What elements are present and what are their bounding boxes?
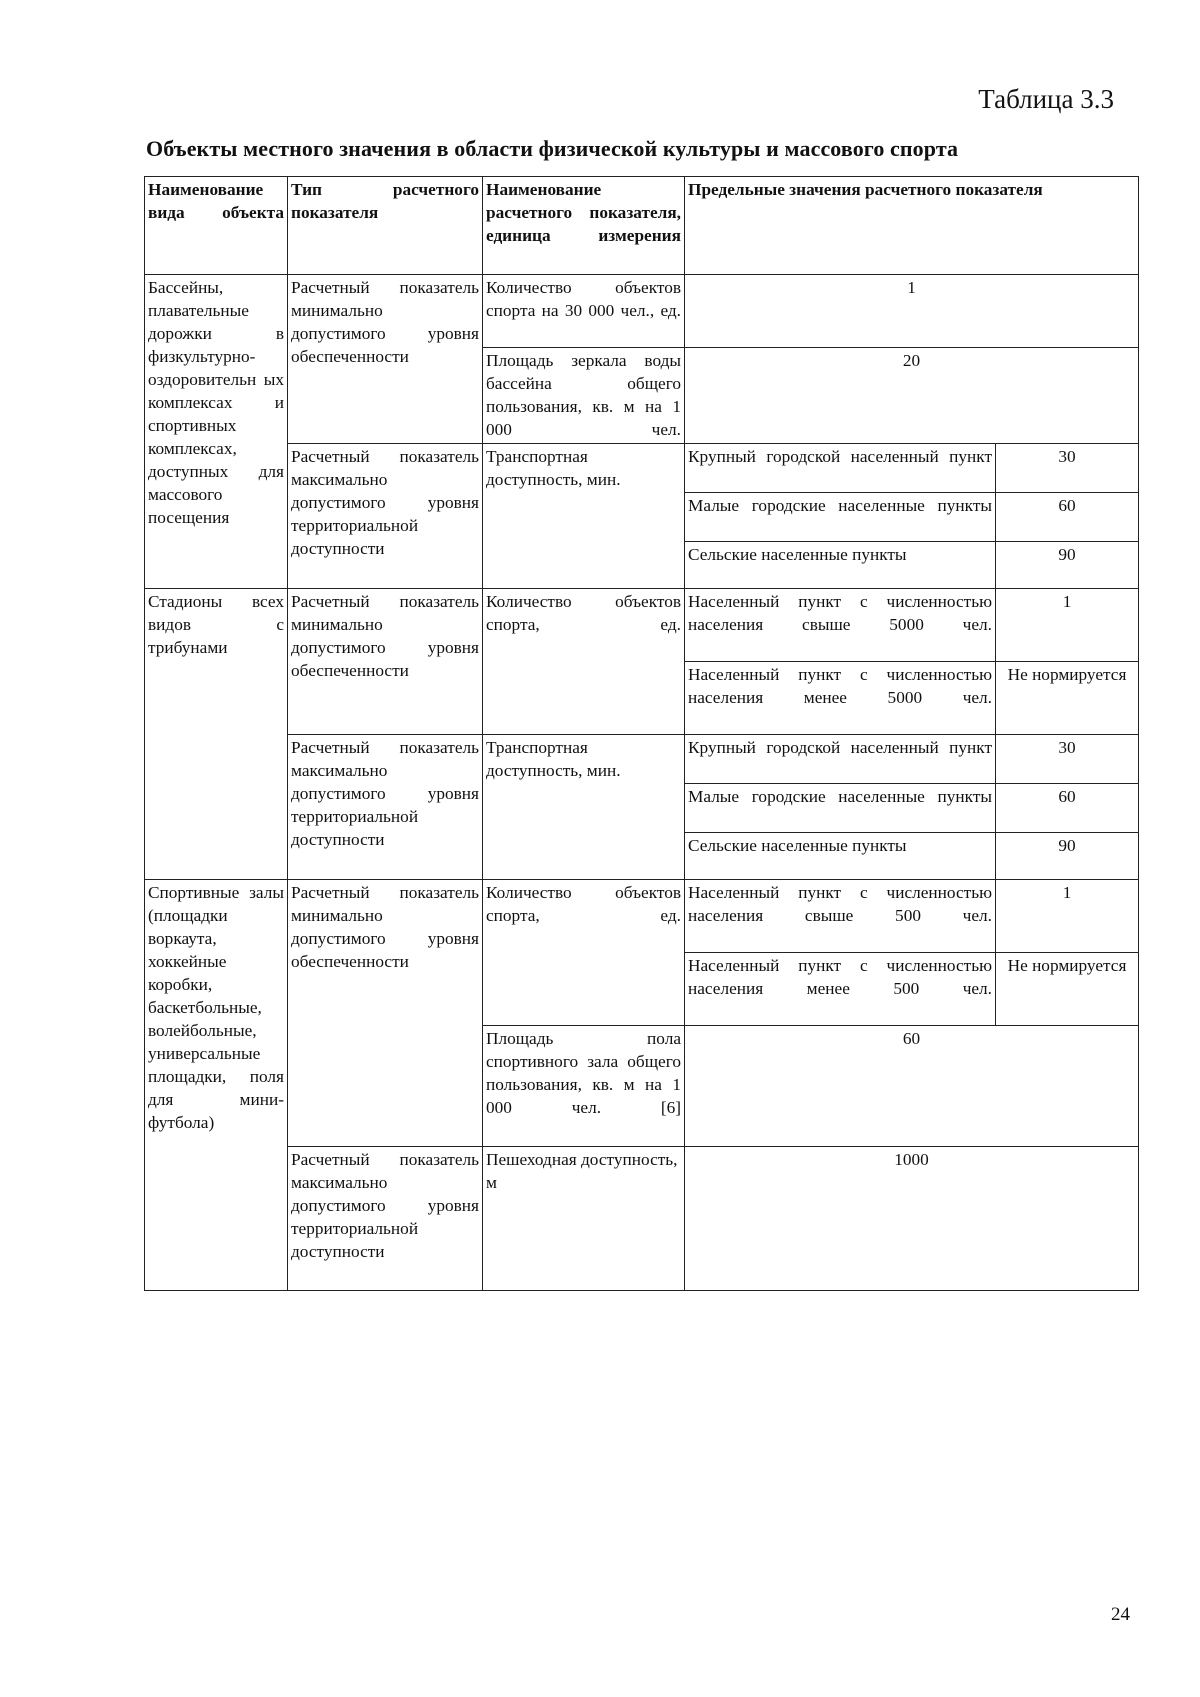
halls-walk-value-cell: 1000 bbox=[685, 1147, 1139, 1291]
stadiums-count-value-2: Не нормируется bbox=[996, 662, 1139, 735]
halls-max-type-cell: Расчетный показатель максимально допустимого уровня территориальной доступности bbox=[288, 1147, 483, 1291]
halls-count-name-cell: Количество объектов спорта, ед. bbox=[483, 880, 685, 1026]
stadiums-transport-locality-2: Малые городские населенные пункты bbox=[685, 784, 996, 833]
pools-area-name-cell: Площадь зеркала воды бассейна общего пользования, кв. м на 1 000 чел. bbox=[483, 348, 685, 444]
stadiums-transport-value-1: 30 bbox=[996, 735, 1139, 784]
page-number: 24 bbox=[1111, 1604, 1130, 1625]
pools-count-name-cell: Количество объектов спорта на 30 000 чел., ед. bbox=[483, 275, 685, 348]
stadiums-transport-locality-3: Сельские населенные пункты bbox=[685, 833, 996, 880]
document-title: Объекты местного значения в области физической культуры и массового спорта bbox=[146, 136, 959, 161]
pools-transport-locality-1: Крупный городской населенный пункт bbox=[685, 444, 996, 493]
halls-min-type-cell: Расчетный показатель минимально допустимого уровня обеспеченности bbox=[288, 880, 483, 1147]
stadiums-min-type-cell: Расчетный показатель минимально допустимого уровня обеспеченности bbox=[288, 589, 483, 735]
table-label: Таблица 3.3 bbox=[978, 84, 1114, 114]
halls-count-locality-2: Населенный пункт с численностью населения менее 500 чел. bbox=[685, 953, 996, 1026]
sports-facilities-table bbox=[144, 176, 1139, 1291]
table-row bbox=[145, 444, 1139, 493]
pools-transport-locality-3: Сельские населенные пункты bbox=[685, 542, 996, 589]
pools-object-cell: Бассейны, плавательные дорожки в физкультурно-оздоровительн ых комплексах и спортивных комплексах, доступных для массового посещения bbox=[145, 275, 288, 589]
stadiums-transport-value-2: 60 bbox=[996, 784, 1139, 833]
header-indicator-name: Наименование расчетного показателя, единица измерения bbox=[483, 177, 685, 275]
stadiums-transport-name-cell: Транспортная доступность, мин. bbox=[483, 735, 685, 880]
pools-max-type-cell: Расчетный показатель максимально допустимого уровня территориальной доступности bbox=[288, 444, 483, 589]
header-object: Наименование вида объекта bbox=[145, 177, 288, 275]
stadiums-count-locality-1: Населенный пункт с численностью населения свыше 5000 чел. bbox=[685, 589, 996, 662]
stadiums-transport-locality-1: Крупный городской населенный пункт bbox=[685, 735, 996, 784]
pools-transport-name-cell: Транспортная доступность, мин. bbox=[483, 444, 685, 589]
table-row bbox=[145, 275, 1139, 348]
pools-transport-locality-2: Малые городские населенные пункты bbox=[685, 493, 996, 542]
halls-area-name-cell: Площадь пола спортивного зала общего пользования, кв. м на 1 000 чел. [6] bbox=[483, 1026, 685, 1147]
pools-area-value-cell: 20 bbox=[685, 348, 1139, 444]
halls-object-cell: Спортивные залы (площадки воркаута, хоккейные коробки, баскетбольные, волейбольные, универсальные площадки, поля для мини-футбола) bbox=[145, 880, 288, 1291]
stadiums-transport-value-3: 90 bbox=[996, 833, 1139, 880]
pools-count-value-cell: 1 bbox=[685, 275, 1139, 348]
stadiums-max-type-cell: Расчетный показатель максимально допустимого уровня территориальной доступности bbox=[288, 735, 483, 880]
halls-count-value-2: Не нормируется bbox=[996, 953, 1139, 1026]
table-row bbox=[145, 735, 1139, 784]
stadiums-count-locality-2: Населенный пункт с численностью населения менее 5000 чел. bbox=[685, 662, 996, 735]
halls-count-value-1: 1 bbox=[996, 880, 1139, 953]
table-header-row bbox=[145, 177, 1139, 275]
halls-area-value-cell: 60 bbox=[685, 1026, 1139, 1147]
table-row bbox=[145, 880, 1139, 953]
halls-count-locality-1: Населенный пункт с численностью населения свыше 500 чел. bbox=[685, 880, 996, 953]
pools-min-type-cell: Расчетный показатель минимально допустимого уровня обеспеченности bbox=[288, 275, 483, 444]
halls-walk-name-cell: Пешеходная доступность, м bbox=[483, 1147, 685, 1291]
stadiums-object-cell: Стадионы всех видов с трибунами bbox=[145, 589, 288, 880]
stadiums-count-value-1: 1 bbox=[996, 589, 1139, 662]
header-limit-values: Предельные значения расчетного показателя bbox=[685, 177, 1139, 275]
pools-transport-value-3: 90 bbox=[996, 542, 1139, 589]
pools-transport-value-2: 60 bbox=[996, 493, 1139, 542]
table-row bbox=[145, 1147, 1139, 1291]
stadiums-count-name-cell: Количество объектов спорта, ед. bbox=[483, 589, 685, 735]
header-indicator-type: Тип расчетного показателя bbox=[288, 177, 483, 275]
table-row bbox=[145, 589, 1139, 662]
pools-transport-value-1: 30 bbox=[996, 444, 1139, 493]
